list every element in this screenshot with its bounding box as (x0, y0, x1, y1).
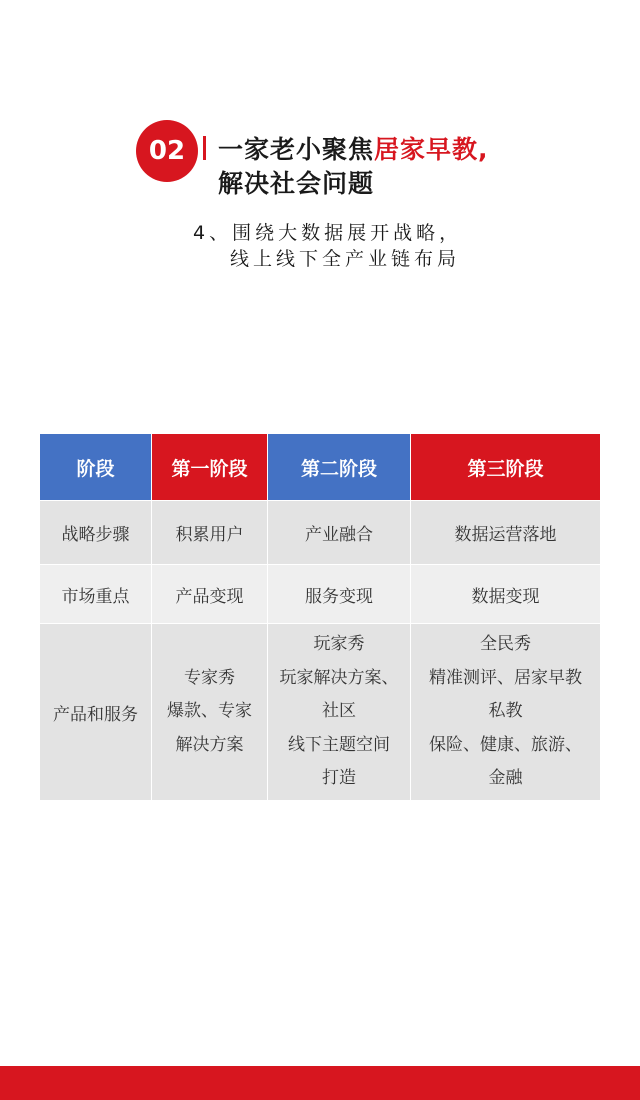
cell-line: 玩家解决方案、 (279, 667, 399, 688)
cell-line: 爆款、专家 (167, 701, 252, 722)
cell-line: 线下主题空间 (288, 734, 390, 755)
title-prefix: 一家老小聚焦 (218, 135, 375, 164)
header-phase-1: 第一阶段 (152, 434, 268, 501)
cell-line: 解决方案 (175, 734, 244, 755)
cell-line: 打造 (322, 768, 356, 789)
table-cell (268, 624, 411, 801)
row-label: 产品和服务 (40, 624, 152, 801)
table-cell: 产品变现 (152, 565, 268, 624)
section-number-badge: 02 (136, 120, 198, 182)
subtitle-line2: 线上线下全产业链布局 (230, 248, 461, 270)
title-divider (203, 136, 206, 160)
cell-line: 金融 (488, 768, 523, 789)
table-cell: 积累用户 (152, 501, 268, 565)
cell-line: 保险、健康、旅游、 (429, 734, 582, 755)
table-header-row (40, 434, 601, 501)
footer-bar (0, 1066, 640, 1100)
table-cell: 数据运营落地 (411, 501, 601, 565)
table-row (40, 501, 601, 565)
cell-line: 全民秀 (480, 634, 531, 655)
subtitle-line1: 4、围绕大数据展开战略， (193, 222, 463, 244)
cell-line: 私教 (488, 701, 523, 722)
table-cell: 产业融合 (268, 501, 411, 565)
cell-line: 精准测评、居家早教 (429, 667, 582, 688)
table-cell (152, 624, 268, 801)
header-phase-2: 第二阶段 (268, 434, 411, 501)
section-title-line2: 解决社会问题 (218, 169, 375, 198)
cell-line: 专家秀 (184, 667, 235, 688)
row-label: 市场重点 (40, 565, 152, 624)
table-cell: 服务变现 (268, 565, 411, 624)
table-cell (411, 624, 601, 801)
cell-line: 玩家秀 (313, 634, 365, 655)
header-phase-3: 第三阶段 (411, 434, 601, 501)
title-highlight: 居家早教, (374, 135, 489, 164)
table-row (40, 565, 601, 624)
table-row (40, 624, 601, 801)
section-title (218, 130, 489, 166)
table-cell: 数据变现 (411, 565, 601, 624)
cell-line: 社区 (322, 701, 356, 722)
header-stage: 阶段 (40, 434, 152, 501)
strategy-table (39, 433, 601, 801)
row-label: 战略步骤 (40, 501, 152, 565)
